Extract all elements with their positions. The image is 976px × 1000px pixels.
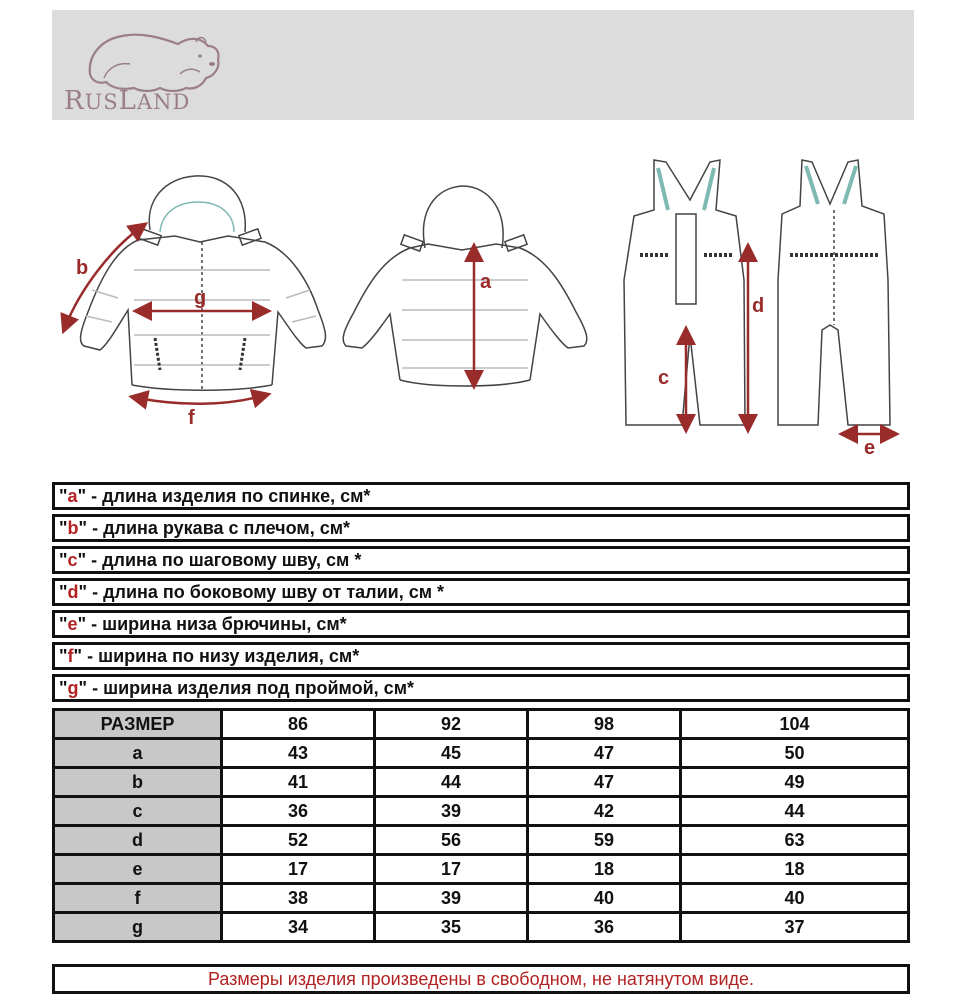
table-cell: 17 <box>376 856 526 882</box>
table-cell: 44 <box>682 798 907 824</box>
overalls-back-icon <box>778 160 890 425</box>
table-cell: 47 <box>529 769 679 795</box>
size-column-header: 104 <box>682 711 907 737</box>
jacket-back-icon <box>343 186 587 386</box>
dim-label-b: b <box>76 257 89 279</box>
size-column-header: 98 <box>529 711 679 737</box>
size-header-label: РАЗМЕР <box>55 711 220 737</box>
legend-row-a: "a" - длина изделия по спинке, см* <box>52 482 910 510</box>
table-row <box>55 798 907 824</box>
table-cell: 45 <box>376 740 526 766</box>
table-cell: 38 <box>223 885 373 911</box>
table-cell: 56 <box>376 827 526 853</box>
size-table <box>52 708 910 943</box>
table-cell: 50 <box>682 740 907 766</box>
row-label: e <box>55 856 220 882</box>
table-row <box>55 914 907 940</box>
table-cell: 40 <box>529 885 679 911</box>
table-cell: 47 <box>529 740 679 766</box>
table-header-row <box>55 711 907 737</box>
row-label: b <box>55 769 220 795</box>
table-cell: 36 <box>529 914 679 940</box>
table-cell: 18 <box>529 856 679 882</box>
dim-label-e: e <box>864 437 876 459</box>
jacket-front-icon <box>81 176 326 390</box>
row-label: f <box>55 885 220 911</box>
table-row <box>55 740 907 766</box>
table-cell: 40 <box>682 885 907 911</box>
size-column-header: 92 <box>376 711 526 737</box>
table-cell: 49 <box>682 769 907 795</box>
table-cell: 42 <box>529 798 679 824</box>
garment-illustrations <box>0 140 976 470</box>
table-cell: 37 <box>682 914 907 940</box>
legend-row-e: "e" - ширина низа брючины, см* <box>52 610 910 638</box>
table-row <box>55 827 907 853</box>
table-cell: 34 <box>223 914 373 940</box>
table-cell: 43 <box>223 740 373 766</box>
legend-row-c: "c" - длина по шаговому шву, см * <box>52 546 910 574</box>
dim-label-c: c <box>658 367 670 389</box>
measurement-legend <box>52 482 910 706</box>
table-cell: 52 <box>223 827 373 853</box>
table-cell: 39 <box>376 885 526 911</box>
table-row <box>55 769 907 795</box>
table-row <box>55 856 907 882</box>
table-cell: 35 <box>376 914 526 940</box>
row-label: c <box>55 798 220 824</box>
row-label: g <box>55 914 220 940</box>
table-cell: 36 <box>223 798 373 824</box>
brand-name: RUSLAND <box>64 86 191 116</box>
legend-row-g: "g" - ширина изделия под проймой, см* <box>52 674 910 702</box>
legend-row-d: "d" - длина по боковому шву от талии, см * <box>52 578 910 606</box>
dim-label-d: d <box>752 295 765 317</box>
legend-row-b: "b" - длина рукава с плечом, см* <box>52 514 910 542</box>
table-cell: 44 <box>376 769 526 795</box>
row-label: a <box>55 740 220 766</box>
dim-label-g: g <box>194 287 207 309</box>
row-label: d <box>55 827 220 853</box>
table-row <box>55 885 907 911</box>
table-cell: 63 <box>682 827 907 853</box>
dim-label-a: a <box>480 271 492 293</box>
table-cell: 18 <box>682 856 907 882</box>
table-cell: 59 <box>529 827 679 853</box>
table-cell: 41 <box>223 769 373 795</box>
size-column-header: 86 <box>223 711 373 737</box>
legend-row-f: "f" - ширина по низу изделия, см* <box>52 642 910 670</box>
table-cell: 39 <box>376 798 526 824</box>
dim-label-f: f <box>188 407 195 429</box>
overalls-front-icon <box>624 160 745 425</box>
footnote: Размеры изделия произведены в свободном, не натянутом виде. <box>52 964 910 994</box>
table-cell: 17 <box>223 856 373 882</box>
